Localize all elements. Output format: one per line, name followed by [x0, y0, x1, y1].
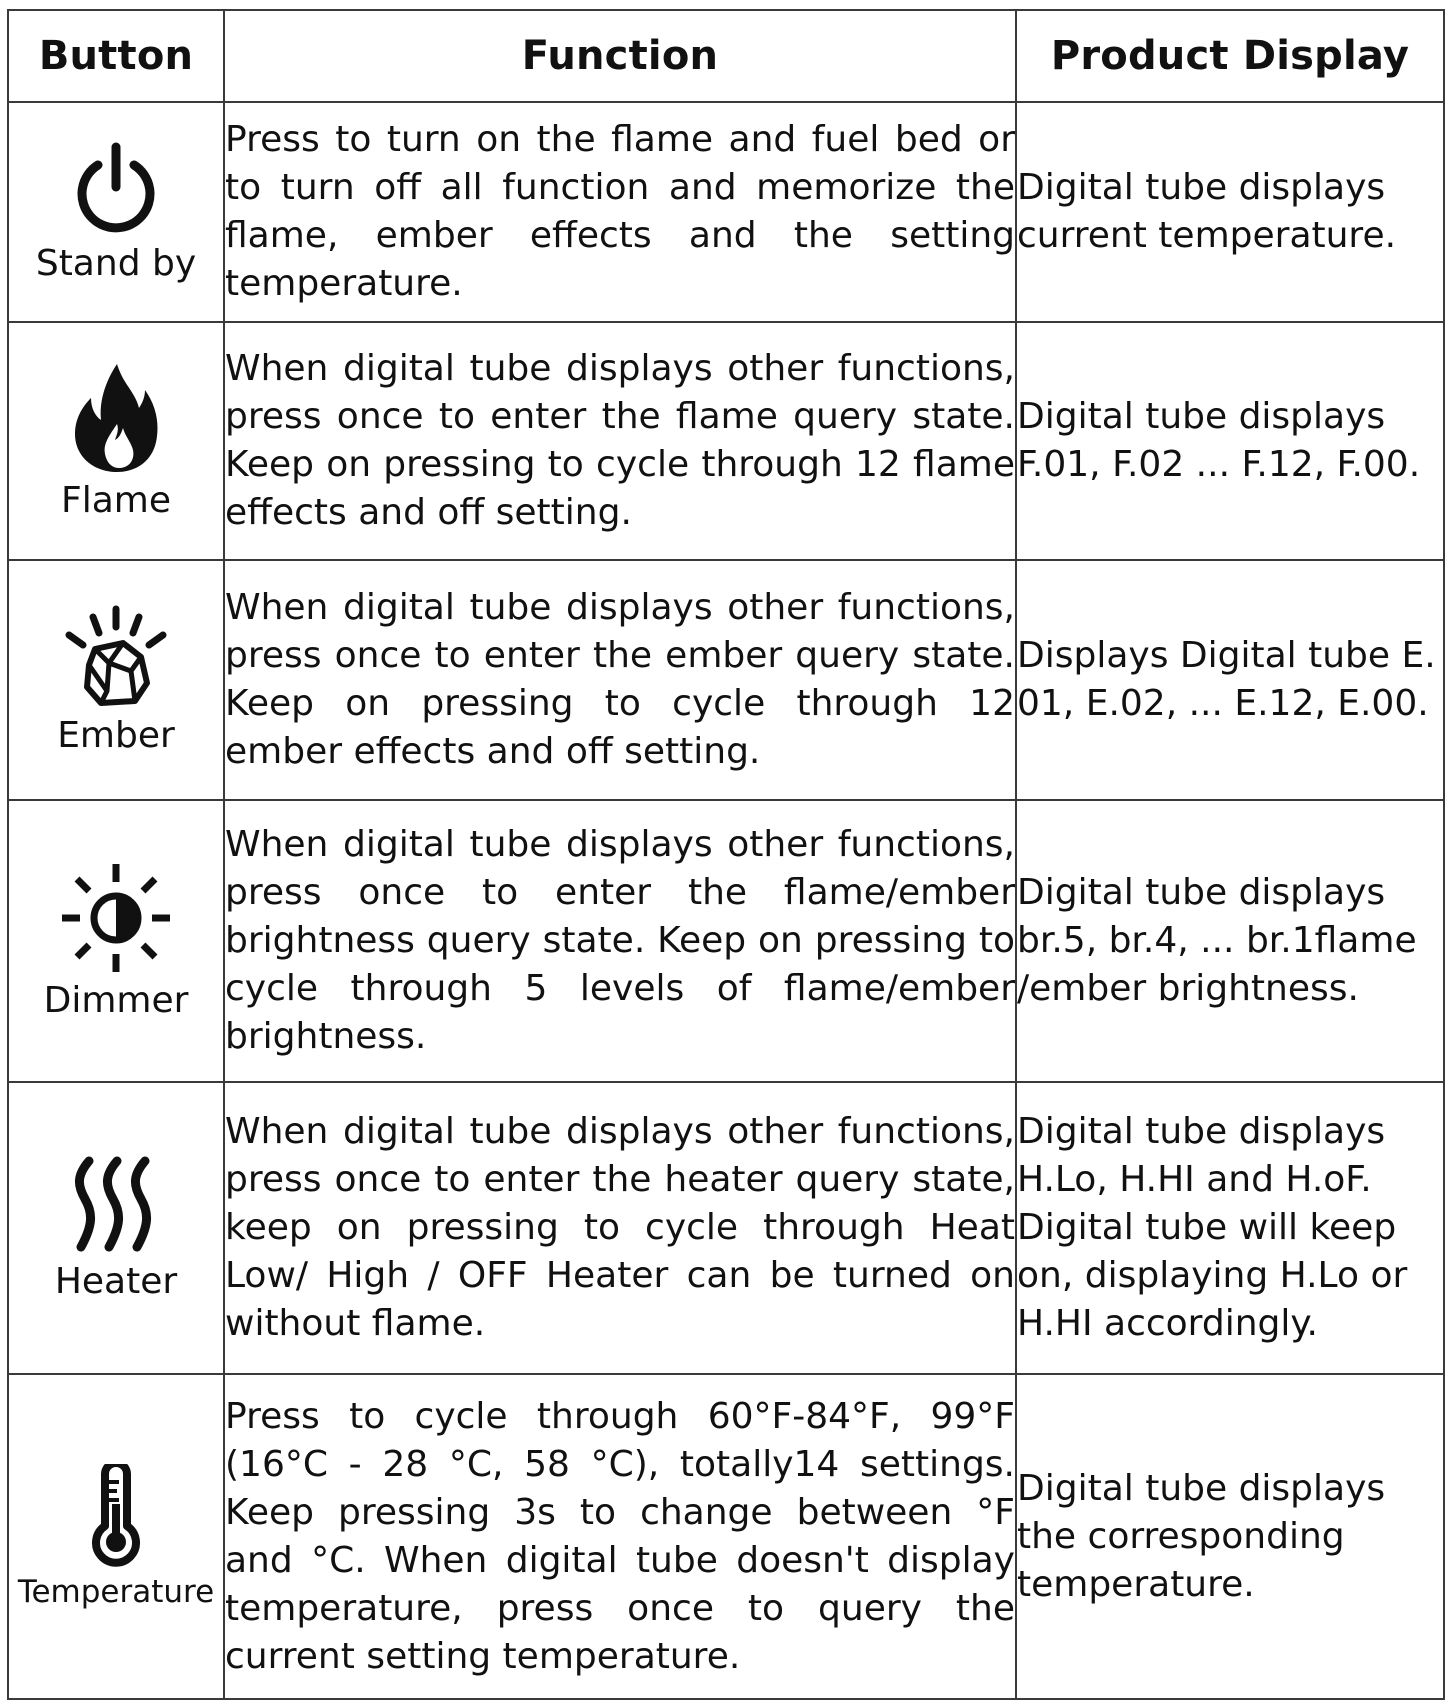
- table-row-heater: [8, 1082, 1444, 1374]
- function-text: When digital tube displays other functions, press once to enter the heater query state, keep on pressing to cycle through Heat Low/ High / OFF Heater can be turned on without flame.: [224, 1082, 1016, 1374]
- display-text: Digital tube displays the corresponding temperature.: [1016, 1374, 1444, 1699]
- button-cell: [8, 1082, 224, 1374]
- button-label: Temperature: [17, 1573, 215, 1610]
- display-text: Digital tube displays br.5, br.4, ... br.1flame /ember brightness.: [1016, 800, 1444, 1082]
- ember-icon: [61, 605, 171, 709]
- function-text: Press to turn on the flame and fuel bed or to turn off all function and memorize the flame, ember effects and the setting temperature.: [224, 102, 1016, 322]
- button-label: Dimmer: [43, 979, 189, 1021]
- power-icon: [68, 141, 164, 237]
- thermometer-icon: [81, 1464, 151, 1568]
- header-function: Function: [224, 10, 1016, 102]
- button-cell: [8, 102, 224, 322]
- function-text: When digital tube displays other functions, press once to enter the ember query state. Keep on pressing to cycle through 12 ember effects and off setting.: [224, 560, 1016, 800]
- function-text: When digital tube displays other functions, press once to enter the flame query state. Keep on pressing to cycle through 12 flame effects and off setting.: [224, 322, 1016, 560]
- dimmer-icon: [60, 862, 172, 974]
- button-label: Heater: [54, 1260, 178, 1302]
- display-text: Displays Digital tube E. 01, E.02, ... E.12, E.00.: [1016, 560, 1444, 800]
- table-row-flame: [8, 322, 1444, 560]
- function-text: When digital tube displays other functions, press once to enter the flame/ember brightness query state. Keep on pressing to cycle through 5 levels of flame/ember brightness.: [224, 800, 1016, 1082]
- button-label: Flame: [61, 479, 171, 521]
- flame-icon: [73, 362, 159, 474]
- table-row-standby: [8, 102, 1444, 322]
- function-text: Press to cycle through 60°F-84°F, 99°F (16°C - 28 °C, 58 °C), totally14 settings. Keep pressing 3s to change between °F and °C. When digital tube doesn't display temperature, press once to query the current setting temperature.: [224, 1374, 1016, 1699]
- button-cell: [8, 800, 224, 1082]
- table-header-row: [8, 10, 1444, 102]
- table-row-ember: [8, 560, 1444, 800]
- button-function-table: [7, 9, 1445, 1700]
- display-text: Digital tube displays F.01, F.02 ... F.12, F.00.: [1016, 322, 1444, 560]
- display-text: Digital tube displays current temperature.: [1016, 102, 1444, 322]
- table-row-temperature: [8, 1374, 1444, 1699]
- button-label: Ember: [57, 714, 175, 756]
- header-button: Button: [8, 10, 224, 102]
- button-cell: [8, 560, 224, 800]
- heater-icon: [71, 1155, 161, 1255]
- table-row-dimmer: [8, 800, 1444, 1082]
- display-text: Digital tube displays H.Lo, H.HI and H.oF. Digital tube will keep on, displaying H.Lo or H.HI accordingly.: [1016, 1082, 1444, 1374]
- button-cell: [8, 1374, 224, 1699]
- button-cell: [8, 322, 224, 560]
- button-label: Stand by: [35, 242, 197, 284]
- header-product-display: Product Display: [1016, 10, 1444, 102]
